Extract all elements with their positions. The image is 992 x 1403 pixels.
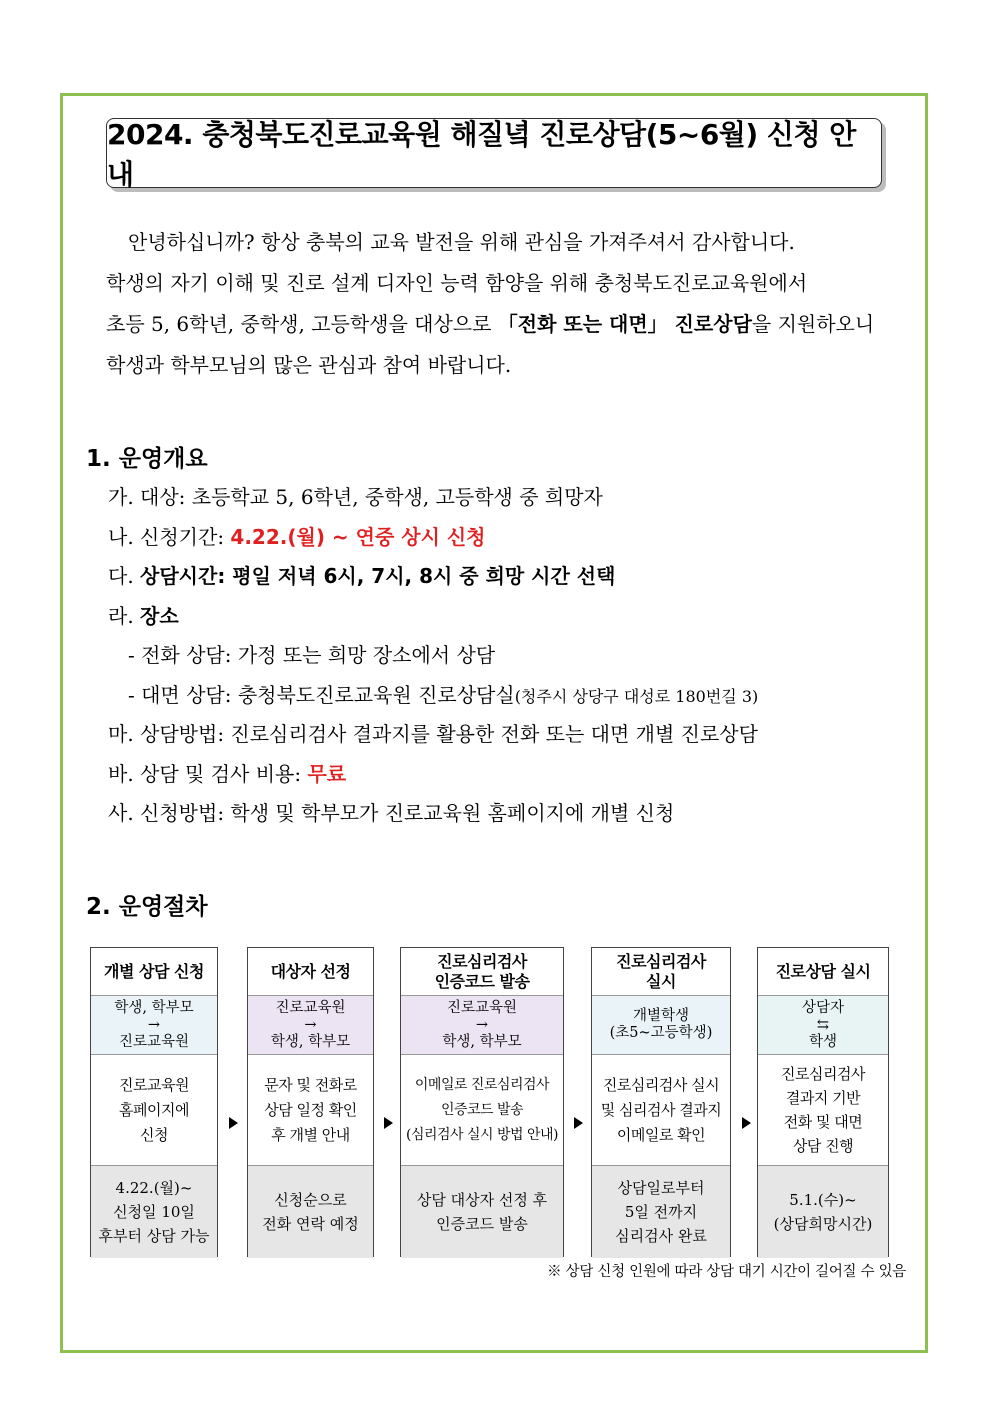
body-line: 진로심리검사 실시 — [602, 1075, 720, 1094]
foot-line: 심리검사 완료 — [615, 1227, 707, 1245]
arrow-right-icon: → — [304, 1016, 317, 1033]
intro-line-2: 학생의 자기 이해 및 진로 설계 디자인 능력 함양을 위해 충청북도진로교육원에서 — [106, 271, 808, 295]
flow-detail: (초5~고등학생) — [609, 1025, 713, 1041]
flow-from: 진로교육원 — [275, 999, 346, 1016]
foot-line: 신청순으로 — [274, 1191, 347, 1209]
arrow-right-icon — [384, 1117, 393, 1129]
body-line: (심리검사 실시 방법 안내) — [405, 1126, 558, 1143]
foot-line: 5.1.(수)~ — [789, 1191, 857, 1209]
body-line: 및 심리검사 결과지 — [600, 1100, 722, 1119]
arrow-both-icon: ⇆ — [816, 1016, 830, 1033]
step-4-body — [592, 1055, 730, 1165]
step-5-body — [758, 1055, 888, 1165]
step-3-flow — [401, 996, 563, 1055]
step-5-foot — [758, 1165, 888, 1258]
intro-highlight: 「전화 또는 대면」 진로상담 — [497, 312, 752, 336]
item-place-visit-main: - 대면 상담: 충청북도진로교육원 진로상담실 — [128, 682, 515, 707]
body-line: 상담 진행 — [792, 1137, 854, 1155]
step-2-foot — [248, 1165, 373, 1258]
step-4 — [591, 947, 731, 1257]
body-line: 문자 및 전화로 — [264, 1075, 357, 1094]
step-4-head — [592, 948, 730, 996]
flow-to: 진로교육원 — [118, 1033, 190, 1050]
flow-from: 학생, 학부모 — [114, 999, 194, 1016]
step-4-head-line: 진로심리검사 — [616, 951, 706, 971]
step-3-head-line: 인증코드 발송 — [434, 971, 530, 991]
body-line: 결과지 기반 — [785, 1089, 861, 1107]
step-4-foot — [592, 1165, 730, 1258]
body-line: 전화 및 대면 — [783, 1113, 863, 1131]
body-line: 이메일로 진로심리검사 — [414, 1076, 550, 1093]
step-3-foot — [401, 1165, 563, 1258]
step-1-body — [91, 1055, 217, 1165]
intro-line-3-a: 초등 5, 6학년, 중학생, 고등학생을 대상으로 — [106, 312, 498, 336]
item-place-phone: - 전화 상담: 가정 또는 희망 장소에서 상담 — [128, 643, 496, 667]
foot-line: (상담희망시간) — [773, 1215, 873, 1233]
arrow-right-icon: → — [147, 1016, 161, 1033]
foot-line: 후부터 상담 가능 — [98, 1227, 210, 1245]
intro-line-1: 안녕하십니까? 항상 충북의 교육 발전을 위해 관심을 가져주셔서 감사합니다. — [128, 230, 795, 254]
flow-to: 학생, 학부모 — [270, 1033, 351, 1050]
body-line: 신청 — [140, 1125, 168, 1144]
step-2 — [247, 947, 374, 1257]
arrow-right-icon — [229, 1117, 238, 1129]
flow-from: 진로교육원 — [446, 999, 518, 1016]
item-time-text: 상담시간: 평일 저녁 6시, 7시, 8시 중 희망 시간 선택 — [140, 564, 616, 588]
foot-line: 상담일로부터 — [617, 1179, 705, 1197]
flow-to: 학생 — [808, 1033, 837, 1050]
page-title: 2024. 충청북도진로교육원 해질녘 진로상담(5~6월) 신청 안내 — [107, 118, 856, 191]
step-2-head — [248, 948, 373, 996]
step-3-head — [401, 948, 563, 996]
step-1-head-line: 개별 상담 신청 — [104, 961, 204, 981]
intro-line-3-c: 을 지원하오니 — [751, 312, 875, 336]
body-line: 상담 일정 확인 — [264, 1100, 357, 1119]
step-3-head-line: 진로심리검사 — [437, 951, 527, 971]
item-period — [108, 518, 908, 558]
foot-line: 전화 연락 예정 — [262, 1215, 359, 1233]
arrow-right-icon: → — [475, 1016, 489, 1033]
arrow-right-icon — [574, 1117, 583, 1129]
item-place-address: (청주시 상당구 대성로 180번길 3) — [514, 686, 759, 706]
item-place — [108, 597, 908, 637]
intro-line-3 — [106, 304, 906, 345]
step-3 — [400, 947, 564, 1257]
item-apply: 사. 신청방법: 학생 및 학부모가 진로교육원 홈페이지에 개별 신청 — [108, 801, 675, 825]
step-1-head — [91, 948, 217, 996]
body-line: 홈페이지에 — [119, 1100, 189, 1119]
body-line: 진로교육원 — [119, 1075, 189, 1094]
foot-line: 4.22.(월)~ — [115, 1179, 193, 1197]
section2-title: 2. 운영절차 — [86, 894, 208, 920]
step-2-head-line: 대상자 선정 — [270, 961, 351, 981]
flow-from: 상담자 — [801, 999, 845, 1016]
item-cost-value: 무료 — [307, 761, 347, 786]
arrow-right-icon — [742, 1117, 751, 1129]
body-line: 진로심리검사 — [781, 1065, 865, 1083]
flow-to: 학생, 학부모 — [442, 1033, 522, 1050]
item-period-value: 4.22.(월) ~ 연중 상시 신청 — [230, 524, 486, 549]
step-1 — [90, 947, 218, 1257]
title-box — [106, 118, 882, 191]
item-period-label: 나. 신청기간: — [108, 524, 231, 549]
item-place-text: 장소 — [140, 603, 179, 628]
foot-line: 인증코드 발송 — [436, 1215, 528, 1233]
intro-line-4: 학생과 학부모님의 많은 관심과 참여 바랍니다. — [106, 353, 512, 377]
item-place-prefix: 라. — [108, 603, 141, 628]
foot-line: 신청일 10일 — [113, 1203, 195, 1221]
section1-title: 1. 운영개요 — [86, 446, 208, 472]
step-5-flow — [758, 996, 888, 1055]
flow-from: 개별학생 — [632, 1008, 690, 1024]
body-line: 이메일로 확인 — [616, 1125, 706, 1144]
body-line: 후 개별 안내 — [271, 1125, 350, 1144]
step-2-flow — [248, 996, 373, 1055]
item-method: 마. 상담방법: 진로심리검사 결과지를 활용한 전화 또는 대면 개별 진로상담 — [108, 722, 758, 746]
foot-line: 상담 대상자 선정 후 — [416, 1191, 548, 1209]
item-target: 가. 대상: 초등학교 5, 6학년, 중학생, 고등학생 중 희망자 — [108, 485, 603, 509]
step-5-head-line: 진로상담 실시 — [775, 961, 871, 981]
step-4-flow — [592, 996, 730, 1055]
step-4-head-line: 실시 — [646, 971, 676, 991]
step-1-foot — [91, 1165, 217, 1258]
step-2-body — [248, 1055, 373, 1165]
intro-paragraph — [106, 222, 906, 386]
foot-line: 5일 전까지 — [624, 1203, 698, 1221]
item-time — [108, 557, 908, 597]
overview-list — [108, 478, 908, 834]
item-cost — [108, 755, 908, 795]
step-3-body — [401, 1055, 563, 1165]
step-5 — [757, 947, 889, 1257]
step-1-flow — [91, 996, 217, 1055]
footnote: ※ 상담 신청 인원에 따라 상담 대기 시간이 길어질 수 있음 — [547, 1264, 906, 1280]
step-5-head — [758, 948, 888, 996]
item-place-visit — [108, 676, 908, 716]
body-line: 인증코드 발송 — [440, 1101, 524, 1118]
item-time-prefix: 다. — [108, 564, 141, 588]
item-cost-label: 바. 상담 및 검사 비용: — [108, 761, 308, 786]
